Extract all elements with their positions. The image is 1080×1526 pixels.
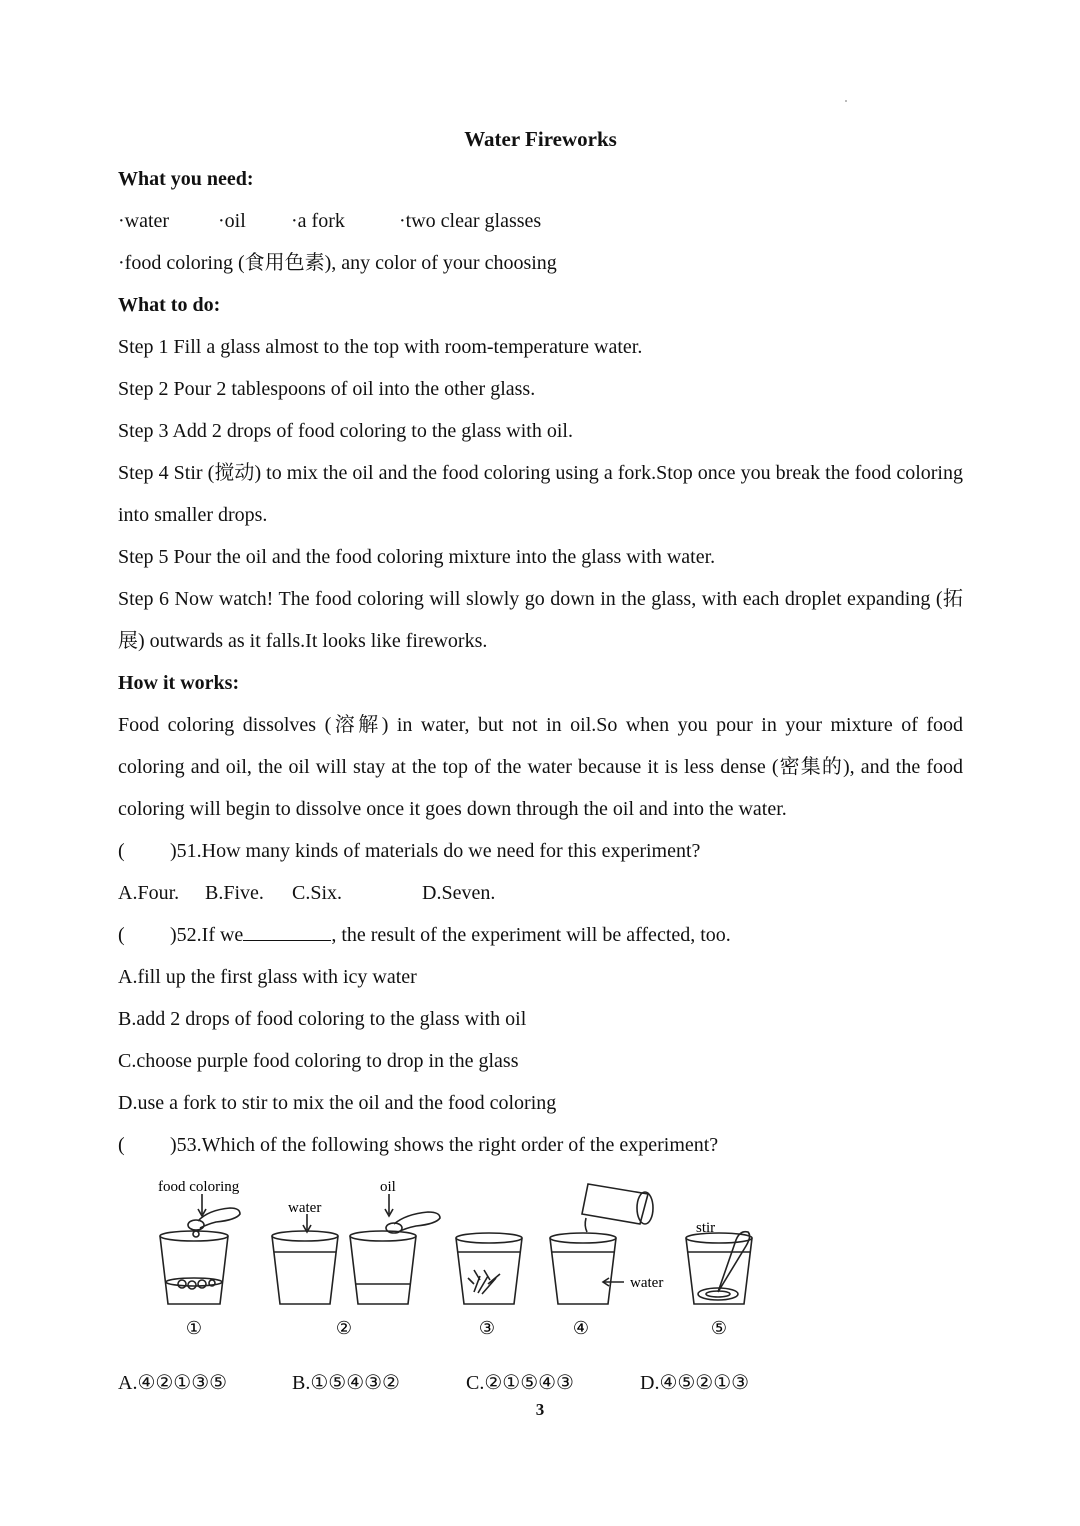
question-stem: )53.Which of the following shows the right order of the experiment?: [170, 1134, 719, 1156]
step-5: Step 5 Pour the oil and the food coloring mixture into the glass with water.: [118, 546, 716, 568]
step-6: Step 6 Now watch! The food coloring will slowly go down in the glass, with each droplet expanding (拓展) outwards as it falls.It looks like fireworks.: [118, 588, 963, 652]
page-title: Water Fireworks: [464, 127, 617, 151]
option-c[interactable]: C.choose purple food coloring to drop in the glass: [118, 1050, 519, 1072]
question-53: [118, 1124, 963, 1166]
question-52: [118, 914, 963, 956]
label-food-coloring: food coloring: [158, 1179, 240, 1195]
how-it-works-text: Food coloring dissolves (溶解) in water, but not in oil.So when you pour in your mixture of food coloring and oil, the oil will stay at the top of the water because it is less dense (密集的), and the food coloring will begin to dissolve once it goes down through the oil and into the water.: [118, 714, 963, 820]
glass-2b-drawing: [350, 1194, 440, 1304]
glass-5-drawing: [686, 1232, 752, 1304]
material-item: ·oil: [218, 210, 246, 232]
option-d[interactable]: D.④⑤②①③: [640, 1372, 750, 1394]
question-51-options: [118, 872, 963, 914]
scan-speck: [845, 100, 847, 102]
section-heading-need: What you need:: [118, 168, 254, 190]
option-d[interactable]: D.Seven.: [422, 882, 496, 904]
question-51: [118, 830, 963, 872]
section-heading-todo: What to do:: [118, 294, 221, 316]
option-a[interactable]: A.Four.: [118, 882, 180, 904]
option-a[interactable]: A.fill up the first glass with icy water: [118, 966, 417, 988]
label-stir: stir: [696, 1220, 716, 1236]
label-water-top: water: [288, 1200, 322, 1216]
experiment-illustration: [118, 1172, 963, 1372]
fill-blank[interactable]: [243, 922, 331, 941]
materials-row-1: [118, 200, 963, 242]
experiment-figure: [118, 1172, 963, 1372]
material-item: ·water: [118, 210, 170, 232]
glass-2a-drawing: [272, 1214, 338, 1304]
step-4: Step 4 Stir (搅动) to mix the oil and the food coloring using a fork.Stop once you break the food coloring into smaller drops.: [118, 462, 963, 526]
answer-paren[interactable]: (: [118, 840, 125, 862]
option-a[interactable]: A.④②①③⑤: [118, 1372, 228, 1394]
option-c[interactable]: C.②①⑤④③: [466, 1372, 574, 1394]
answer-paren[interactable]: (: [118, 1134, 125, 1156]
figure-number-5: ⑤: [710, 1318, 728, 1338]
label-water-side: water: [630, 1275, 664, 1291]
material-item: ·two clear glasses: [399, 210, 542, 232]
glass-1-drawing: [160, 1194, 240, 1304]
option-c[interactable]: C.Six.: [292, 882, 343, 904]
page-number: 3: [535, 1400, 545, 1419]
figure-number-4: ④: [572, 1318, 590, 1338]
option-b[interactable]: B.①⑤④③②: [292, 1372, 400, 1394]
option-d[interactable]: D.use a fork to stir to mix the oil and the food coloring: [118, 1092, 557, 1114]
question-stem-a: )52.If we: [170, 924, 244, 946]
figure-number-1: ①: [185, 1318, 203, 1338]
section-heading-how: How it works:: [118, 672, 240, 694]
answer-paren[interactable]: (: [118, 924, 125, 946]
step-3: Step 3 Add 2 drops of food coloring to the glass with oil.: [118, 420, 573, 442]
materials-row-2: ·food coloring (食用色素), any color of your choosing: [118, 252, 557, 274]
option-b[interactable]: B.add 2 drops of food coloring to the glass with oil: [118, 1008, 527, 1030]
glass-3-drawing: [456, 1233, 522, 1304]
label-oil: oil: [380, 1179, 396, 1195]
step-2: Step 2 Pour 2 tablespoons of oil into the other glass.: [118, 378, 536, 400]
question-stem-b: , the result of the experiment will be affected, too.: [331, 924, 731, 946]
figure-number-2: ②: [335, 1318, 353, 1338]
question-stem: )51.How many kinds of materials do we need for this experiment?: [170, 840, 701, 862]
figure-number-3: ③: [478, 1318, 496, 1338]
step-1: Step 1 Fill a glass almost to the top with room-temperature water.: [118, 336, 643, 358]
material-item: ·a fork: [291, 210, 345, 232]
option-b[interactable]: B.Five.: [205, 882, 264, 904]
worksheet-page: [118, 120, 963, 1404]
